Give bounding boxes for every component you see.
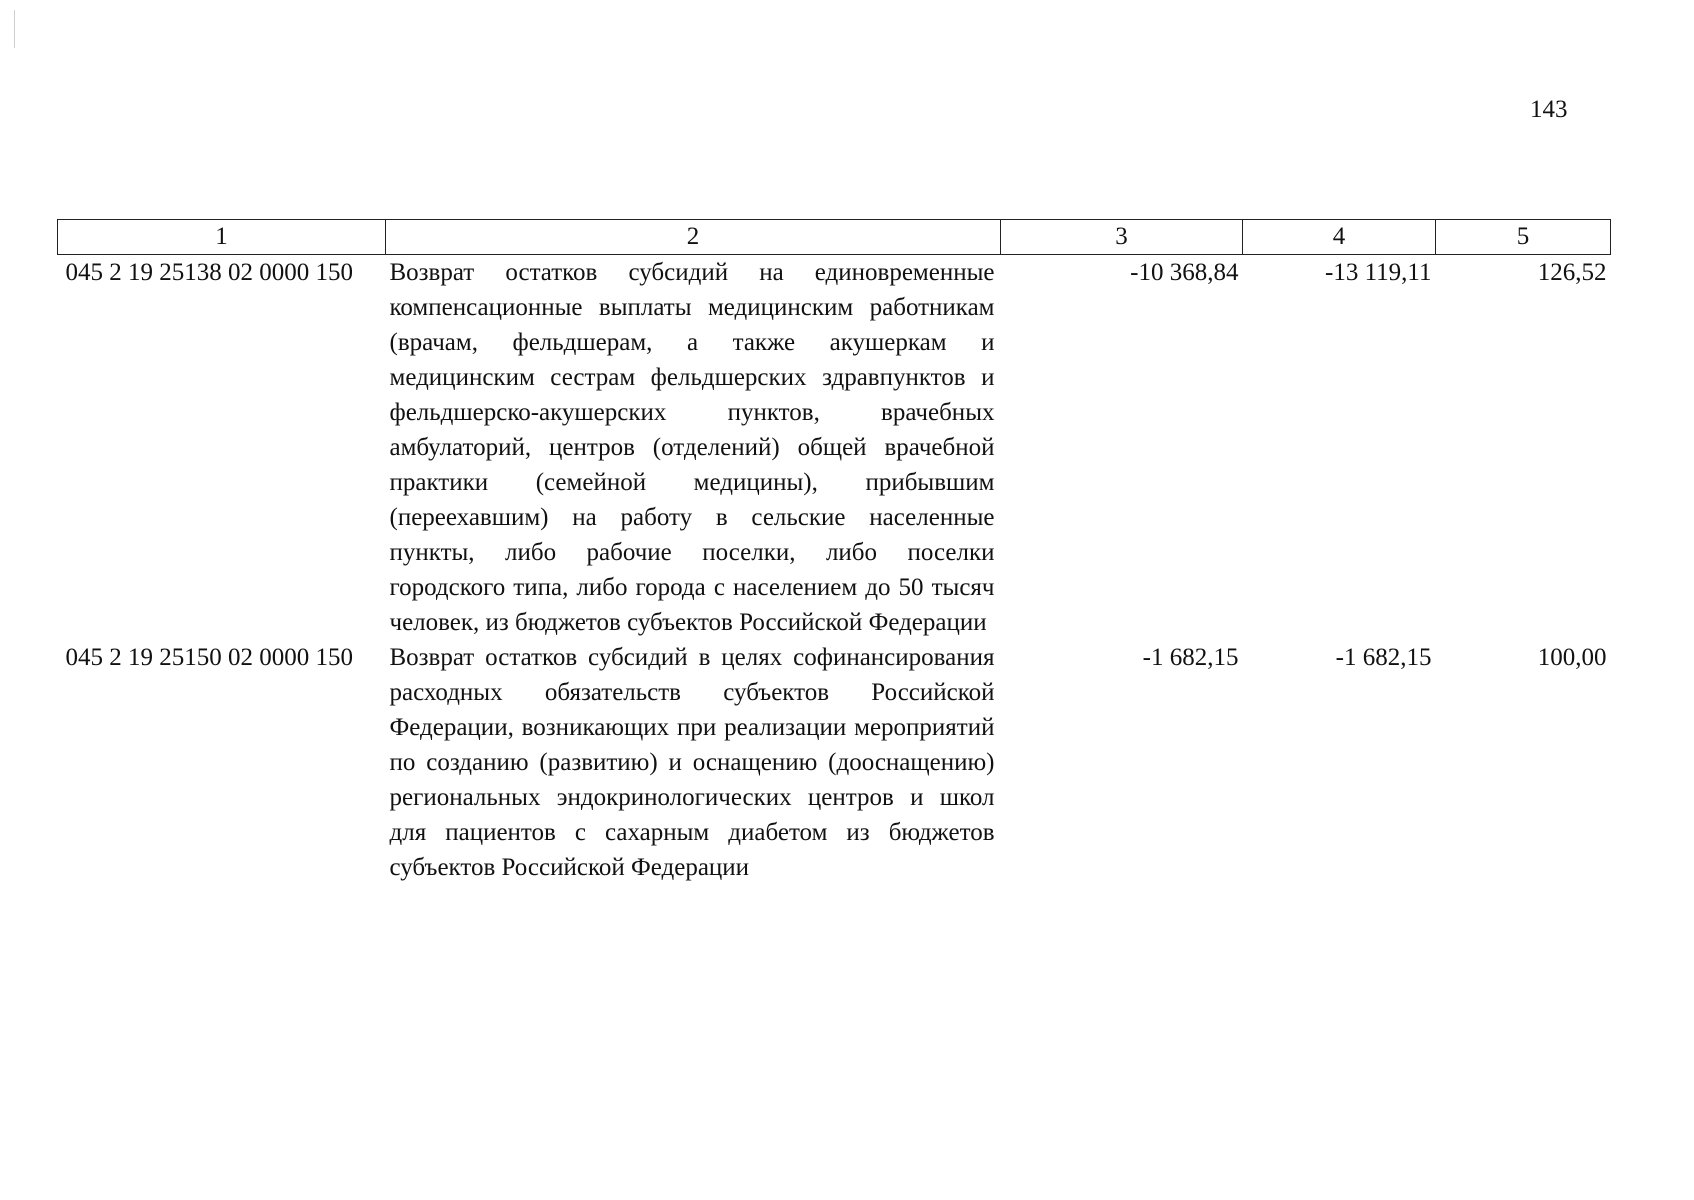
row-value-col5: 100,00 <box>1537 644 1607 671</box>
page-number: 143 <box>1530 96 1568 123</box>
row-code: 045 2 19 25150 02 0000 150 <box>65 644 353 671</box>
header-col-4: 4 <box>1243 220 1436 255</box>
row-value-col4: -1 682,15 <box>1335 644 1432 671</box>
table-header-row <box>58 220 1611 255</box>
header-col-1: 1 <box>58 220 386 255</box>
row-description: Возврат остатков субсидий на единовременные компенсационные выплаты медицинским работникам (врачам, фельдшерам, а также акушеркам и медицинским сестрам фельдшерских здравпунктов и фельдшерско-акушерских пунктов, врачебных амбулаторий, центров (отделений) общей врачебной практики (семейной медицины), прибывшим (переехавшим) на работу в сельские населенные пункты, либо рабочие поселки, либо поселки городского типа, либо города с населением до 50 тысяч человек, из бюджетов субъектов Российской Федерации <box>389 259 995 636</box>
header-col-2: 2 <box>386 220 1001 255</box>
header-col-5: 5 <box>1436 220 1611 255</box>
table-row <box>58 640 1611 885</box>
budget-table <box>57 219 1611 885</box>
row-code: 045 2 19 25138 02 0000 150 <box>65 259 353 286</box>
scan-margin-mark <box>14 10 15 48</box>
row-description: Возврат остатков субсидий в целях софинансирования расходных обязательств субъектов Российской Федерации, возникающих при реализации мероприятий по созданию (развитию) и оснащению (дооснащению) региональных эндокринологических центров и школ для пациентов с сахарным диабетом из бюджетов субъектов Российской Федерации <box>389 644 995 881</box>
row-value-col4: -13 119,11 <box>1325 259 1432 286</box>
row-value-col5: 126,52 <box>1537 259 1607 286</box>
row-value-col3: -1 682,15 <box>1142 644 1239 671</box>
table-row <box>58 255 1611 641</box>
row-value-col3: -10 368,84 <box>1130 259 1239 286</box>
header-col-3: 3 <box>1001 220 1243 255</box>
